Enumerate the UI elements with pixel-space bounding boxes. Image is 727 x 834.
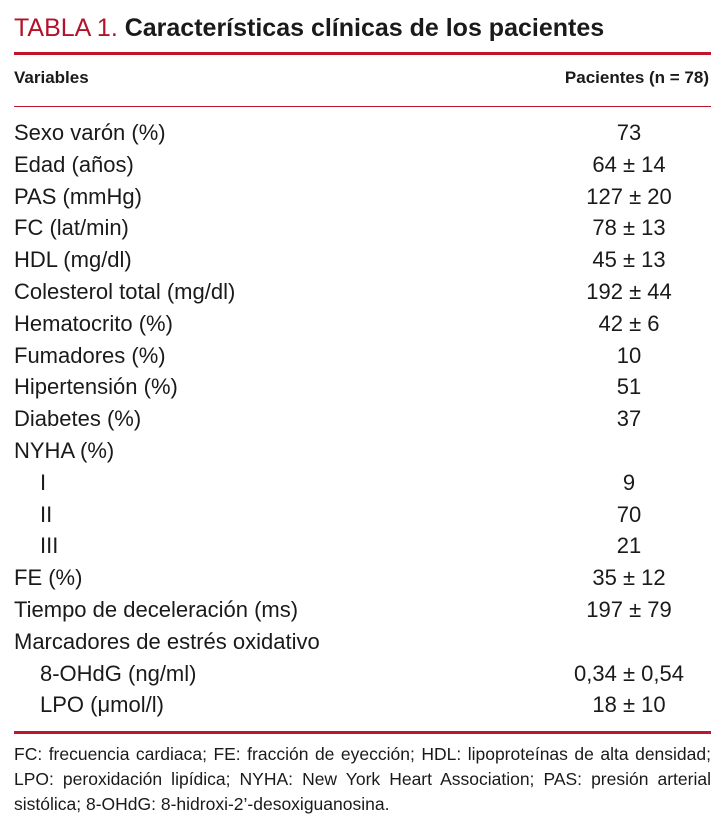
header-pacientes: Pacientes (n = 78) [564,68,709,87]
row-value: 0,34 ± 0,54 [574,660,684,686]
header-rule [14,106,711,107]
row-label: Fumadores (%) [14,342,166,368]
table-title-text: Características clínicas de los pacientes [124,14,605,42]
bottom-rule [14,731,711,734]
table-row [14,467,711,499]
row-value: 78 ± 13 [592,215,666,241]
row-value: 51 [616,374,642,400]
row-label: II [40,501,53,527]
row-value: 73 [616,120,642,145]
table-row [14,530,711,562]
row-label: Marcadores de estrés oxidativo [14,628,320,654]
table-row [14,149,711,181]
row-label: HDL (mg/dl) [14,247,132,273]
table-row [14,689,711,721]
table-row [14,117,711,149]
table-row [14,626,711,658]
table-header [14,68,711,94]
row-value: 37 [616,406,642,432]
row-value: 127 ± 20 [586,183,672,209]
row-label: Hematocrito (%) [14,310,173,336]
row-label: III [40,533,59,559]
table-row [14,276,711,308]
row-value: 10 [616,342,642,368]
row-value: 35 ± 12 [592,565,666,591]
row-value: 45 ± 13 [592,247,666,273]
table-body [14,117,711,721]
row-value: 18 ± 10 [592,692,666,718]
header-variables: Variables [14,68,89,87]
row-label: I [40,469,47,495]
row-value: 21 [616,533,642,559]
table-number: TABLA 1. [14,14,118,42]
row-label: Sexo varón (%) [14,120,166,145]
table-row [14,658,711,690]
row-label: LPO (μmol/l) [40,692,164,718]
table-row [14,181,711,213]
row-label: Hipertensión (%) [14,374,178,400]
row-value: 9 [622,469,636,495]
row-label: Diabetes (%) [14,406,142,432]
table-row [14,403,711,435]
table-row [14,371,711,403]
table-footnote: FC: frecuencia cardiaca; FE: fracción de eyección; HDL: lipoproteínas de alta densidad; LPO: peroxidación lipídica; NYHA: New York Heart Association; PAS: presión arterial sistólica; 8-OHdG: 8-hidroxi-2’-desoxiguanosina. [14,744,711,814]
row-value: 64 ± 14 [592,151,666,177]
row-label: PAS (mmHg) [14,183,142,209]
row-label: NYHA (%) [14,437,115,463]
row-label: 8-OHdG (ng/ml) [40,660,197,686]
row-value: 197 ± 79 [586,596,672,622]
row-label: Edad (años) [14,151,134,177]
row-value: 42 ± 6 [598,310,660,336]
row-label: FE (%) [14,565,83,591]
table-row [14,562,711,594]
top-rule [14,52,711,55]
row-label: FC (lat/min) [14,215,129,241]
table-row [14,499,711,531]
row-value: 70 [616,501,642,527]
table-row [14,435,711,467]
row-label: Tiempo de deceleración (ms) [14,596,299,622]
row-value: 192 ± 44 [586,278,672,304]
table-title [14,12,604,44]
row-label: Colesterol total (mg/dl) [14,278,236,304]
table-row [14,244,711,276]
table-row [14,308,711,340]
table-row [14,340,711,372]
table-row [14,212,711,244]
table-row [14,594,711,626]
